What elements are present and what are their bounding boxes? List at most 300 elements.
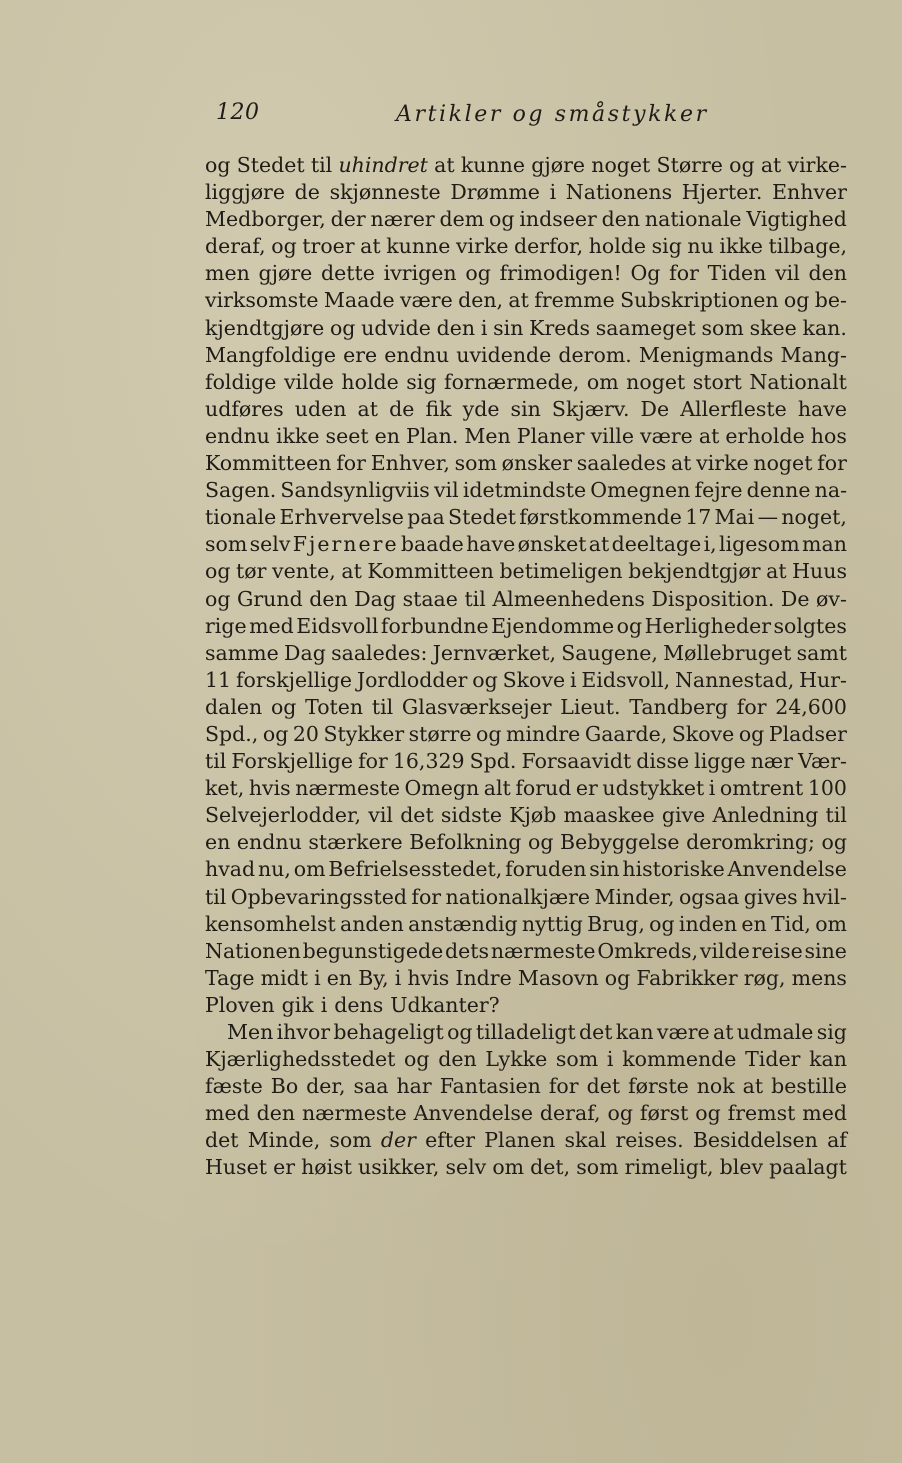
word: deeltage xyxy=(611,532,702,557)
word: have xyxy=(797,396,847,421)
word: vilde xyxy=(699,938,750,963)
word: ihvor xyxy=(276,1020,331,1044)
text-line xyxy=(205,287,847,314)
word: i xyxy=(708,776,716,801)
word: Masovn xyxy=(517,965,599,990)
word: saaledes xyxy=(576,451,667,476)
text-line xyxy=(205,586,847,613)
word: for xyxy=(817,451,847,476)
word: Nationens xyxy=(565,180,673,205)
word: ønsket xyxy=(517,532,587,557)
word: udføres xyxy=(205,396,284,421)
word: og xyxy=(476,721,502,746)
word: den xyxy=(309,586,348,611)
word: Disposition. xyxy=(651,586,775,611)
word: Tid, xyxy=(771,911,811,936)
word: kunne xyxy=(386,234,451,259)
word: yde xyxy=(462,396,500,421)
text-line xyxy=(205,613,847,640)
text-line xyxy=(205,1127,847,1154)
word: sig xyxy=(816,1020,847,1044)
word: den xyxy=(601,207,641,232)
word: ket, xyxy=(205,776,245,801)
word: endnu xyxy=(384,342,450,367)
word: det xyxy=(586,1074,621,1099)
word: reise xyxy=(751,938,803,963)
word: Møllebruget xyxy=(663,640,792,665)
word: Kommitteen xyxy=(367,559,494,584)
word: som xyxy=(576,1155,619,1180)
word: nærmeste xyxy=(295,776,400,801)
word: uden xyxy=(294,396,347,421)
word: nu xyxy=(687,234,714,259)
word: i xyxy=(569,667,577,692)
word: nationale xyxy=(644,207,742,232)
text-line xyxy=(205,369,847,396)
word: hvis xyxy=(248,776,291,801)
word: som xyxy=(701,315,744,340)
word: seet xyxy=(325,423,369,448)
word: 17 xyxy=(685,505,712,530)
word: kan xyxy=(615,1020,654,1044)
word: den xyxy=(808,261,847,286)
word: og xyxy=(527,830,554,855)
word: De xyxy=(780,586,810,611)
text-line xyxy=(205,206,847,233)
word: i xyxy=(314,965,321,990)
text-line xyxy=(205,965,847,992)
word: røg, xyxy=(743,965,786,990)
word: at xyxy=(360,234,381,259)
word: virke xyxy=(455,234,509,259)
word: historiske xyxy=(622,857,725,882)
word: Planen xyxy=(484,1128,556,1153)
word: sin xyxy=(510,396,541,421)
word: 100 xyxy=(807,776,847,801)
text-line xyxy=(205,884,847,911)
word: Befrielsesstedet, xyxy=(328,857,503,882)
word: Huus xyxy=(792,559,847,584)
text-line xyxy=(205,342,847,369)
word: noget xyxy=(626,369,686,394)
word: Mai xyxy=(714,505,755,530)
word: dets xyxy=(445,938,490,963)
word: ligesom xyxy=(719,532,800,557)
word: udstykket xyxy=(602,776,705,801)
word: den xyxy=(436,315,476,340)
word: vilde xyxy=(283,369,334,394)
word: og xyxy=(649,911,675,936)
word: Anledning xyxy=(712,803,819,828)
word: maaskee xyxy=(563,803,655,828)
word: Men xyxy=(227,1020,274,1044)
word: og xyxy=(404,1047,430,1072)
word: at xyxy=(341,559,362,584)
word: behageligt xyxy=(333,1020,444,1044)
word: dens xyxy=(334,992,384,1017)
word: uvidende xyxy=(456,342,552,367)
word: og xyxy=(465,261,491,286)
word: Enhver, xyxy=(370,451,450,476)
word: og xyxy=(329,315,356,340)
word: forud xyxy=(515,776,572,801)
word: tør xyxy=(236,559,267,584)
word: be- xyxy=(814,288,847,313)
word: noget xyxy=(753,451,813,476)
text-line xyxy=(205,504,847,531)
word: frimodigen! xyxy=(499,261,622,286)
word: uhindret xyxy=(338,153,428,177)
word: Anvendelse xyxy=(413,1101,534,1126)
word: nærmeste xyxy=(490,938,596,963)
word: ville xyxy=(590,423,634,448)
word: til xyxy=(464,586,486,611)
word: skal xyxy=(564,1128,607,1153)
word: gives xyxy=(743,884,798,909)
word: Allerfleste xyxy=(680,396,787,421)
word: og xyxy=(695,1101,721,1126)
word: og xyxy=(616,613,643,638)
word: ikke xyxy=(275,423,320,448)
word: sin xyxy=(589,857,620,882)
word: at xyxy=(357,396,379,421)
word: om xyxy=(586,369,619,394)
page-number: 120 xyxy=(216,100,260,125)
word: foldige xyxy=(205,369,277,394)
word: deromkring; xyxy=(686,830,815,855)
word: Besiddelsen xyxy=(692,1128,818,1153)
word: skee xyxy=(749,315,797,340)
text-line xyxy=(205,152,847,179)
word: Kjøb xyxy=(509,803,557,828)
word: blev xyxy=(719,1155,764,1180)
word: Skove xyxy=(502,667,566,692)
word: være xyxy=(656,1020,710,1044)
text-line xyxy=(205,694,847,721)
word: fremst xyxy=(727,1101,796,1126)
word: i xyxy=(606,1047,614,1072)
word: om xyxy=(492,1155,525,1180)
word: Sandsynligviis xyxy=(280,478,430,503)
word: bestille xyxy=(771,1074,847,1099)
word: Men xyxy=(464,423,511,448)
word: anden xyxy=(340,911,404,936)
word: har xyxy=(396,1074,432,1099)
word: holde xyxy=(588,234,647,259)
word: en xyxy=(374,423,400,448)
word: rige xyxy=(205,613,247,638)
word: virksomste xyxy=(205,288,319,313)
word: hos xyxy=(810,423,847,448)
word: gik xyxy=(281,992,314,1017)
word: til xyxy=(825,803,847,828)
word: dette xyxy=(321,261,375,286)
word: til xyxy=(205,749,227,774)
word: nationalkjære xyxy=(445,884,591,909)
text-line xyxy=(205,829,847,856)
word: Almeenhedens xyxy=(492,586,645,611)
word: Herligheder xyxy=(644,613,772,638)
word: selv xyxy=(249,532,291,557)
word: samme xyxy=(205,640,279,665)
word: virke- xyxy=(787,153,847,177)
word: af xyxy=(827,1128,847,1153)
word: saa xyxy=(353,1074,389,1099)
word: nyttig xyxy=(521,911,583,936)
word: Dag xyxy=(284,640,326,665)
text-line xyxy=(205,179,847,206)
word: idetmindste xyxy=(462,478,587,503)
word: Dag xyxy=(354,586,397,611)
word: for xyxy=(736,694,767,719)
word: ikke xyxy=(719,234,763,259)
word: Tider xyxy=(745,1047,801,1072)
word: kan. xyxy=(802,315,847,340)
word: foruden xyxy=(505,857,587,882)
word: Lieut. xyxy=(560,694,621,719)
word: at xyxy=(712,1020,734,1044)
word: Saugene, xyxy=(561,640,658,665)
text-line xyxy=(205,856,847,883)
word: Mangfoldige xyxy=(205,342,336,367)
word: Udkanter? xyxy=(390,992,500,1017)
running-title: Artikler og småstykker xyxy=(396,102,709,127)
word: stort xyxy=(692,369,742,394)
word: vil xyxy=(368,803,393,828)
word: at xyxy=(670,451,692,476)
word: i xyxy=(394,965,402,990)
word: Spd. xyxy=(469,749,517,774)
word: at xyxy=(434,153,455,177)
word: for xyxy=(336,451,366,476)
word: Maade xyxy=(323,288,395,313)
word: Subskriptionen xyxy=(620,288,779,313)
word: 24,600 xyxy=(775,694,847,719)
word: udvide xyxy=(361,315,431,340)
word: Vigtighed xyxy=(746,207,847,232)
word: fik xyxy=(425,396,452,421)
word: derfor, xyxy=(514,234,584,259)
word: at xyxy=(760,153,782,177)
word: vente, xyxy=(271,559,336,584)
word: og xyxy=(472,667,498,692)
word: der xyxy=(330,207,366,232)
word: forskjellige xyxy=(235,667,353,692)
word: erholde xyxy=(725,423,805,448)
word: hvil- xyxy=(802,884,847,909)
text-line xyxy=(205,423,847,450)
word: skjønneste xyxy=(329,180,441,205)
word: mens xyxy=(791,965,847,990)
word: Skjærv. xyxy=(551,396,630,421)
word: Befolkning xyxy=(409,830,522,855)
word: solgtes xyxy=(773,613,847,638)
word: fremme xyxy=(534,288,615,313)
word: Eidsvoll xyxy=(296,613,379,638)
word: at xyxy=(742,1074,764,1099)
word: og xyxy=(729,153,755,177)
word: paa xyxy=(407,505,445,530)
word: sig xyxy=(651,234,682,259)
word: de xyxy=(294,180,320,205)
word: derom. xyxy=(558,342,632,367)
word: men xyxy=(205,261,250,286)
word: Stykker xyxy=(323,721,405,746)
word: sig xyxy=(406,369,437,394)
word: holde xyxy=(341,369,399,394)
word: Omegnen xyxy=(590,478,691,503)
word: Tage xyxy=(205,965,255,990)
word: og xyxy=(271,234,297,259)
word: liggjøre xyxy=(205,180,285,205)
word: sidste xyxy=(440,803,502,828)
word: Glasværksejer xyxy=(401,694,552,719)
word: Planer xyxy=(516,423,585,448)
word: en xyxy=(205,830,231,855)
word: begunstigede xyxy=(302,938,444,963)
word: midt xyxy=(260,965,309,990)
word: om xyxy=(815,911,847,936)
word: Huset xyxy=(205,1155,267,1180)
text-line xyxy=(205,667,847,694)
word: som xyxy=(205,532,248,557)
word: første xyxy=(628,1074,689,1099)
word: stærkere xyxy=(308,830,403,855)
word: øv- xyxy=(816,586,847,611)
word: nu, xyxy=(257,857,291,882)
text-line xyxy=(205,748,847,775)
word: disse xyxy=(636,749,690,774)
word: det xyxy=(205,1128,239,1153)
word: Fjernere xyxy=(292,532,399,557)
word: og xyxy=(270,694,297,719)
word: sine xyxy=(804,938,847,963)
word: rimeligt, xyxy=(624,1155,714,1180)
text-line xyxy=(205,1073,847,1100)
word: staae xyxy=(402,586,458,611)
word: gjøre xyxy=(258,261,313,286)
word: og xyxy=(607,1101,633,1126)
word: Vær- xyxy=(798,749,847,774)
word: efter xyxy=(425,1128,476,1153)
body-text xyxy=(205,152,847,1182)
word: indseer xyxy=(519,207,597,232)
text-line xyxy=(205,775,847,802)
word: inden xyxy=(678,911,738,936)
word: Tiden xyxy=(707,261,767,286)
word: usikker, xyxy=(358,1155,440,1180)
word: ønsker xyxy=(501,451,573,476)
word: ivrigen xyxy=(383,261,457,286)
word: troer xyxy=(302,234,355,259)
word: Bo xyxy=(270,1074,299,1099)
word: nærmeste xyxy=(301,1101,407,1126)
word: Anvendelse xyxy=(727,857,847,882)
word: i xyxy=(549,180,557,205)
word: fornærmede, xyxy=(444,369,580,394)
word: og xyxy=(205,559,231,584)
word: Nationen xyxy=(205,938,301,963)
word: som xyxy=(555,1047,599,1072)
word: ogsaa xyxy=(678,884,740,909)
word: Jordlodder xyxy=(356,667,468,692)
word: Nannestad, xyxy=(674,667,795,692)
text-line xyxy=(205,721,847,748)
word: vil xyxy=(775,261,800,286)
word: til xyxy=(205,884,227,909)
word: omtrent xyxy=(719,776,804,801)
word: Tandberg xyxy=(629,694,729,719)
word: betimeligen xyxy=(499,559,623,584)
word: Indre xyxy=(455,965,512,990)
text-line xyxy=(205,992,847,1019)
word: den xyxy=(438,1047,477,1072)
word: ere xyxy=(343,342,378,367)
word: med xyxy=(802,1101,847,1126)
word: Minde, xyxy=(247,1128,321,1153)
word: Og xyxy=(630,261,661,286)
word: det, xyxy=(530,1155,571,1180)
text-line xyxy=(205,396,847,423)
word: nær xyxy=(750,749,793,774)
word: bekjendtgjør xyxy=(628,559,761,584)
word: med xyxy=(249,613,294,638)
word: nærer xyxy=(370,207,435,232)
word: Drømme xyxy=(450,180,540,205)
word: den, xyxy=(458,288,504,313)
word: endnu xyxy=(205,423,270,448)
word: udmale xyxy=(736,1020,814,1044)
word: høist xyxy=(301,1155,352,1180)
word: paalagt xyxy=(769,1155,847,1180)
word: Nationalt xyxy=(749,369,847,394)
word: mindre xyxy=(506,721,581,746)
word: have xyxy=(466,532,516,557)
word: og xyxy=(447,1020,473,1044)
word: Minder, xyxy=(594,884,675,909)
word: fæste xyxy=(205,1074,263,1099)
word: og xyxy=(604,965,631,990)
word: kunne xyxy=(460,153,526,177)
word: en xyxy=(326,965,353,990)
word: Fabrikker xyxy=(636,965,738,990)
word: den xyxy=(256,1101,296,1126)
word: Toten xyxy=(305,694,364,719)
word: for xyxy=(548,1074,579,1099)
word: tilladeligt xyxy=(475,1020,576,1044)
word: alt xyxy=(483,776,511,801)
word: selv xyxy=(445,1155,487,1180)
word: til xyxy=(310,153,333,177)
word: Bebyggelse xyxy=(560,830,680,855)
word: Skove xyxy=(671,721,735,746)
word: der, xyxy=(306,1074,346,1099)
word: Enhver xyxy=(772,180,847,205)
word: for xyxy=(669,261,699,286)
word: virke xyxy=(696,451,749,476)
word: for xyxy=(411,884,442,909)
text-line xyxy=(205,938,847,965)
word: til xyxy=(371,694,394,719)
word: deraf, xyxy=(539,1101,601,1126)
word: Stedet xyxy=(448,505,516,530)
word: at xyxy=(508,288,529,313)
word: 16,329 xyxy=(392,749,465,774)
word: hvad xyxy=(205,857,256,882)
text-line xyxy=(205,558,847,585)
word: By, xyxy=(358,965,389,990)
word: om xyxy=(293,857,326,882)
